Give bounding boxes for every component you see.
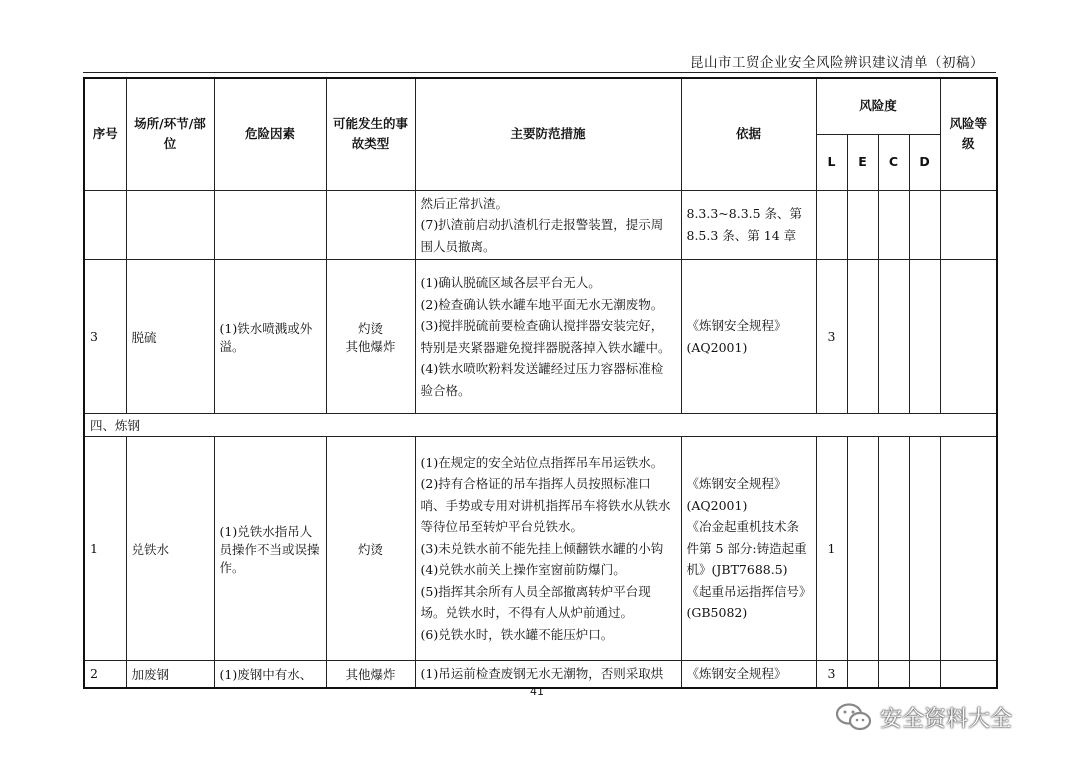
measures-line: (5)指挥其余所有人员全部撤离转炉平台现场。兑铁水时，不得有人从炉前通过。: [420, 583, 651, 621]
row-no: 3: [84, 260, 126, 414]
row-e: [847, 260, 878, 414]
document-title: 昆山市工贸企业安全风险辨识建议清单（初稿）: [690, 55, 984, 71]
row-accident: 其他爆炸: [326, 661, 415, 688]
watermark-text: 安全资料大全: [880, 706, 1013, 732]
row-level: [940, 661, 997, 688]
table-row: [84, 437, 997, 661]
row-no: 2: [84, 661, 126, 688]
header-L: L: [816, 134, 847, 190]
row-measures: [415, 260, 681, 414]
risk-table: [83, 77, 998, 689]
row-place: 脱硫: [126, 260, 214, 414]
row-no: 1: [84, 437, 126, 661]
row-hazard: (1)铁水喷溅或外溢。: [214, 260, 326, 414]
row-measures: [415, 190, 681, 260]
row-accident: 灼烫: [326, 437, 415, 661]
row-basis: [681, 190, 816, 260]
measures-line: (3)搅拌脱硫前要检查确认搅拌器安装完好，特别是夹紧器避免搅拌器脱落掉入铁水罐中。: [420, 318, 671, 355]
header-place: 场所/环节/部位: [126, 78, 214, 190]
measures-line: (2)检查确认铁水罐车地平面无水无潮废物。: [420, 296, 664, 312]
row-c: [878, 260, 909, 414]
header-C: C: [878, 134, 909, 190]
row-hazard: (1)兑铁水指吊人员操作不当或误操作。: [214, 437, 326, 661]
title-rule: [83, 72, 996, 73]
header-D: D: [909, 134, 940, 190]
row-l: [816, 190, 847, 260]
measures-line: 然后正常扒渣。: [420, 195, 509, 211]
row-level: [940, 260, 997, 414]
row-e: [847, 437, 878, 661]
basis-line: 《炼钢安全规程》(AQ2001): [686, 318, 787, 355]
row-accident: 灼烫 其他爆炸: [326, 260, 415, 414]
row-d: [909, 661, 940, 688]
row-basis: [681, 260, 816, 414]
row-level: [940, 437, 997, 661]
measures-line: (1)在规定的安全站位点指挥吊车吊运铁水。: [420, 454, 664, 470]
page-number: 41: [530, 685, 544, 698]
header-accident: 可能发生的事故类型: [326, 78, 415, 190]
row-measures: [415, 661, 681, 688]
row-c: [878, 437, 909, 661]
measures-line: (2)持有合格证的吊车指挥人员按照标准口哨、手势或专用对讲机指挥吊车将铁水从铁水等待位吊至转炉平台兑铁水。: [420, 476, 671, 535]
header-risk-degree: 风险度: [816, 78, 940, 134]
row-d: [909, 437, 940, 661]
row-place: 兑铁水: [126, 437, 214, 661]
row-accident: [326, 190, 415, 260]
measures-line: (1)吊运前检查废钢无水无潮物，否则采取烘: [420, 666, 664, 681]
row-hazard: (1)废钢中有水、: [214, 661, 326, 688]
row-level: [940, 190, 997, 260]
section-heading: 四、炼钢: [84, 414, 997, 437]
basis-line: 《炼钢安全规程》(AQ2001): [686, 476, 787, 513]
row-l: 1: [816, 437, 847, 661]
row-e: [847, 190, 878, 260]
header-E: E: [847, 134, 878, 190]
measures-line: (3)未兑铁水前不能先挂上倾翻铁水罐的小钩: [420, 540, 664, 556]
row-no: [84, 190, 126, 260]
basis-line: 《起重吊运指挥信号》(GB5082): [686, 583, 806, 621]
measures-line: (4)铁水喷吹粉料发送罐经过压力容器标准检验合格。: [420, 361, 664, 398]
row-measures: [415, 437, 681, 661]
measures-line: (7)扒渣前启动扒渣机行走报警装置，提示周围人员撤离。: [420, 217, 664, 254]
basis-line: 《炼钢安全规程》: [686, 666, 787, 681]
row-basis: [681, 437, 816, 661]
row-l: 3: [816, 661, 847, 688]
header-no: 序号: [84, 78, 126, 190]
row-place: [126, 190, 214, 260]
wechat-icon: [834, 702, 874, 732]
row-c: [878, 190, 909, 260]
table-row: [84, 260, 997, 414]
watermark: [834, 700, 1012, 734]
row-c: [878, 661, 909, 688]
header-risk-level: 风险等级: [940, 78, 997, 190]
header-basis: 依据: [681, 78, 816, 190]
row-place: 加废钢: [126, 661, 214, 688]
table-row: [84, 661, 997, 688]
row-d: [909, 260, 940, 414]
header-hazard: 危险因素: [214, 78, 326, 190]
basis-line: 《冶金起重机技术条件第 5 部分:铸造起重机》(JBT7688.5): [686, 519, 807, 578]
row-e: [847, 661, 878, 688]
measures-line: (6)兑铁水时，铁水罐不能压炉口。: [420, 626, 614, 642]
header-measures: 主要防范措施: [415, 78, 681, 190]
row-hazard: [214, 190, 326, 260]
measures-line: (4)兑铁水前关上操作室窗前防爆门。: [420, 562, 626, 578]
table-row: [84, 190, 997, 260]
row-d: [909, 190, 940, 260]
row-basis: [681, 661, 816, 688]
measures-line: (1)确认脱硫区域各层平台无人。: [420, 275, 601, 290]
basis-line: 8.3.3~8.3.5 条、第 8.5.3 条、第 14 章: [686, 206, 803, 243]
row-l: 3: [816, 260, 847, 414]
